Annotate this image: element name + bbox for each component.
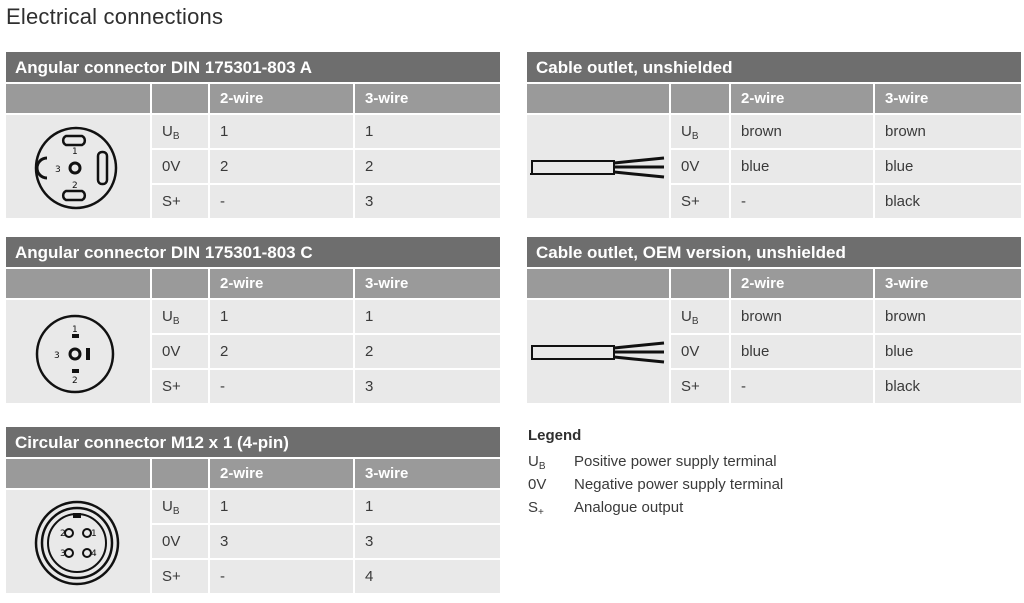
legend-item [528,496,783,519]
signal-ub: $U_B$ [671,115,729,148]
header-3-wire: 3-wire [355,84,500,113]
signal-ub: $U_B$ [152,115,208,148]
cell-2-wire: blue [731,335,873,368]
cell-3-wire: 3 [355,525,500,558]
signal-ub: $U_B$ [152,490,208,523]
cell-2-wire: - [210,370,353,403]
signal-s-plus: S+ [152,370,208,403]
cell-2-wire: blue [731,150,873,183]
din-a-connector-diagram [6,115,150,218]
header-blank [6,459,150,488]
header-3-wire: 3-wire [355,269,500,298]
din-c-connector-diagram [6,300,150,403]
legend-symbol: 0V [528,476,547,493]
pin-label: 4 [91,548,97,559]
header-3-wire: 3-wire [355,459,500,488]
header-blank [152,459,208,488]
signal-s-plus: S+ [671,370,729,403]
legend-description: Negative power supply terminal [574,476,784,493]
header-2-wire: 2-wire [210,84,353,113]
header-blank [527,84,669,113]
panel-m12 [6,427,500,593]
legend-symbol: $S_+$ [528,499,544,518]
panel-cable-outlet [527,52,1021,218]
cell-3-wire: blue [875,150,1021,183]
pin-label: 2 [72,180,78,191]
column-header-row [527,269,1021,298]
panel-title: Cable outlet, OEM version, unshielded [527,237,1021,267]
column-header-row [6,459,500,488]
page-title: Electrical connections [6,4,224,29]
table-row [152,490,500,523]
table-row [152,370,500,403]
legend-description: Positive power supply terminal [574,453,777,470]
pin-label: 2 [72,375,78,386]
din-a-connector-icon [28,122,128,212]
panel-din-c [6,237,500,403]
table-row [152,525,500,558]
pin-label: 2 [60,528,66,539]
header-2-wire: 2-wire [210,459,353,488]
header-3-wire: 3-wire [875,84,1021,113]
cell-2-wire: 2 [210,150,353,183]
cell-2-wire: 1 [210,490,353,523]
header-blank [527,269,669,298]
column-header-row [6,269,500,298]
cell-2-wire: 1 [210,115,353,148]
table-row [152,560,500,593]
cell-2-wire: - [210,185,353,218]
pin-label: 3 [60,548,66,559]
cell-2-wire: brown [731,300,873,333]
signal-0v: 0V [671,150,729,183]
signal-0v: 0V [152,335,208,368]
din-c-connector-icon [28,307,128,397]
pin-label: 1 [91,528,97,539]
table-row [671,115,1021,148]
legend-description: Analogue output [574,499,684,516]
pin-label: 1 [72,324,78,335]
signal-ub: $U_B$ [671,300,729,333]
m12-connector-icon [28,497,128,587]
panel-title: Angular connector DIN 175301-803 C [6,237,500,267]
legend-title: Legend [528,427,582,444]
cable-diagram [527,115,669,218]
cell-2-wire: 2 [210,335,353,368]
cell-3-wire: black [875,185,1021,218]
header-blank [671,84,729,113]
panel-title: Angular connector DIN 175301-803 A [6,52,500,82]
panel-title: Cable outlet, unshielded [527,52,1021,82]
table-row [671,335,1021,368]
legend-item [528,473,783,496]
cell-3-wire: 1 [355,115,500,148]
header-blank [6,269,150,298]
header-2-wire: 2-wire [210,269,353,298]
signal-ub: $U_B$ [152,300,208,333]
pin-label: 3 [54,350,60,361]
signal-0v: 0V [671,335,729,368]
cell-2-wire: - [731,185,873,218]
cable-icon [528,147,668,187]
table-row [152,335,500,368]
table-row [152,185,500,218]
column-header-row [527,84,1021,113]
panel-title: Circular connector M12 x 1 (4-pin) [6,427,500,457]
cell-3-wire: 4 [355,560,500,593]
legend-item [528,450,783,473]
cable-oem-diagram [527,300,669,403]
cell-3-wire: brown [875,300,1021,333]
header-blank [671,269,729,298]
legend-symbol: $U_B$ [528,453,546,472]
header-2-wire: 2-wire [731,269,873,298]
signal-s-plus: S+ [152,185,208,218]
legend [528,427,783,519]
table-row [671,300,1021,333]
header-blank [6,84,150,113]
table-row [152,150,500,183]
table-row [152,115,500,148]
header-3-wire: 3-wire [875,269,1021,298]
table-row [671,370,1021,403]
cell-3-wire: 3 [355,185,500,218]
cell-3-wire: black [875,370,1021,403]
signal-s-plus: S+ [671,185,729,218]
cell-3-wire: brown [875,115,1021,148]
cell-3-wire: 1 [355,490,500,523]
table-row [152,300,500,333]
column-header-row [6,84,500,113]
table-row [671,150,1021,183]
signal-0v: 0V [152,525,208,558]
cell-3-wire: blue [875,335,1021,368]
m12-connector-diagram [6,490,150,593]
panel-cable-outlet-oem [527,237,1021,403]
cell-3-wire: 2 [355,335,500,368]
signal-0v: 0V [152,150,208,183]
header-2-wire: 2-wire [731,84,873,113]
cell-3-wire: 3 [355,370,500,403]
cell-3-wire: 1 [355,300,500,333]
signal-s-plus: S+ [152,560,208,593]
table-row [671,185,1021,218]
cell-2-wire: 1 [210,300,353,333]
cable-oem-icon [528,332,668,372]
cell-2-wire: - [731,370,873,403]
panel-din-a [6,52,500,218]
cell-2-wire: brown [731,115,873,148]
cell-2-wire: 3 [210,525,353,558]
header-blank [152,269,208,298]
pin-label: 3 [55,164,61,175]
header-blank [152,84,208,113]
pin-label: 1 [72,146,78,157]
cell-3-wire: 2 [355,150,500,183]
cell-2-wire: - [210,560,353,593]
